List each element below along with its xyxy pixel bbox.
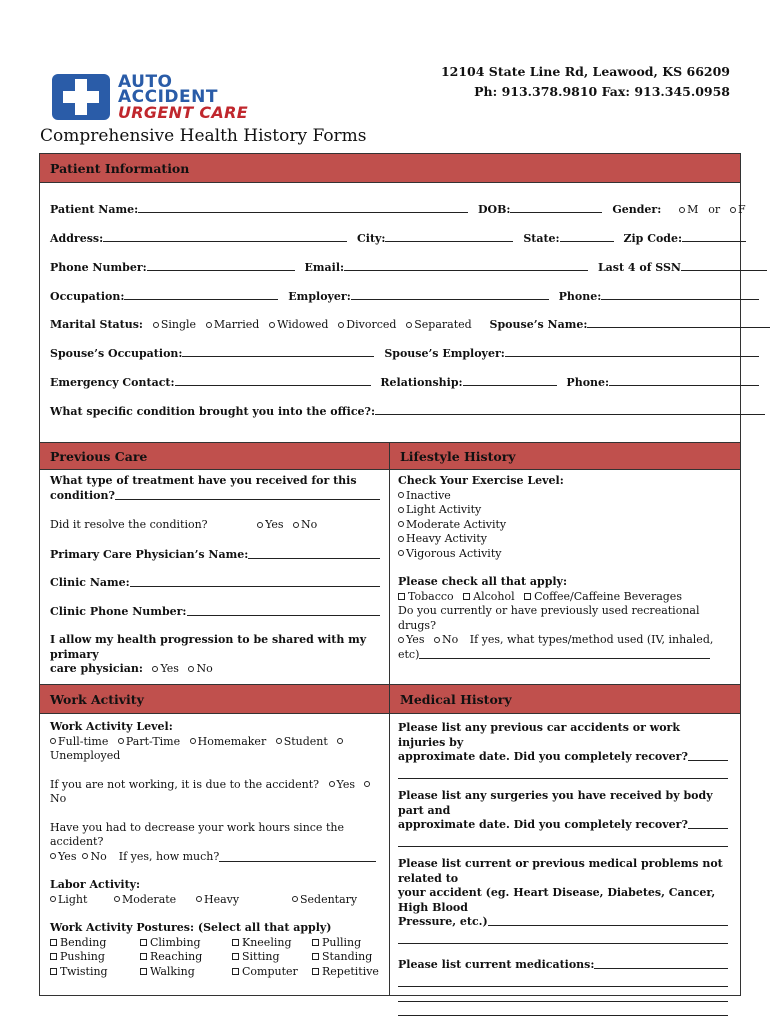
posture-checkbox[interactable] <box>140 939 147 946</box>
dob-field[interactable] <box>510 202 602 213</box>
emergency-label: Emergency Contact: <box>50 376 175 389</box>
ssn-label: Last 4 of SSN <box>597 261 681 274</box>
not-working-no-radio[interactable] <box>364 781 370 787</box>
spouse-occupation-field[interactable] <box>182 346 374 357</box>
phone-label: Phone Number: <box>50 261 147 274</box>
relationship-label: Relationship: <box>380 376 463 389</box>
posture-checkbox[interactable] <box>312 939 319 946</box>
unemployed-radio[interactable] <box>337 738 343 744</box>
posture-label: Climbing <box>150 935 201 949</box>
posture-label: Repetitive <box>322 964 379 978</box>
employer-label: Employer: <box>288 290 351 303</box>
surgeries-question-cont: approximate date. Did you completely recover? <box>398 818 688 831</box>
exercise-light-radio[interactable] <box>398 507 404 513</box>
coffee-checkbox[interactable] <box>524 593 531 600</box>
posture-checkbox[interactable] <box>232 968 239 975</box>
exercise-vigorous-radio[interactable] <box>398 550 404 556</box>
medications-question: Please list current medications: <box>398 958 595 971</box>
treatment-question-cont: condition? <box>50 488 115 502</box>
exercise-inactive-radio[interactable] <box>398 492 404 498</box>
section-header-previous-care: Previous Care <box>39 442 390 470</box>
postures-grid <box>50 936 384 980</box>
labor-heavy-label: Heavy <box>204 892 240 906</box>
treatment-question: What type of treatment have you received for this <box>50 474 357 487</box>
share-consent-label-cont: care physician: <box>50 662 143 675</box>
labor-moderate-radio[interactable] <box>114 896 120 902</box>
accidents-question-cont: approximate date. Did you completely recover? <box>398 750 688 763</box>
resolve-no-radio[interactable] <box>293 522 299 528</box>
occupation-field[interactable] <box>124 289 278 300</box>
decrease-yes-radio[interactable] <box>50 853 56 859</box>
resolve-yes-radio[interactable] <box>257 522 263 528</box>
posture-label: Walking <box>150 964 195 978</box>
posture-checkbox[interactable] <box>50 968 57 975</box>
gender-m-radio[interactable] <box>679 207 685 213</box>
employer-field[interactable] <box>351 289 549 300</box>
address-label: Address: <box>50 232 104 245</box>
pcp-label: Primary Care Physician’s Name: <box>50 547 249 561</box>
drugs-question: Do you currently or have previously used recreational drugs? <box>398 604 700 632</box>
not-working-no-label: No <box>50 792 67 805</box>
posture-label: Bending <box>60 935 107 949</box>
clinic-address <box>441 62 730 102</box>
drugs-followup: If yes, what types/method used (IV, inhaled, <box>469 633 714 646</box>
postures-label: Work Activity Postures: (Select all that apply) <box>50 921 332 934</box>
problems-question-cont: your accident (eg. Heart Disease, Diabetes, Cancer, High Blood <box>398 886 716 914</box>
exercise-moderate-radio[interactable] <box>398 521 404 527</box>
posture-label: Standing <box>322 950 373 963</box>
ssn-field[interactable] <box>681 260 767 271</box>
resolve-no-label: No <box>301 518 318 531</box>
student-label: Student <box>283 734 328 748</box>
posture-label: Sitting <box>242 950 280 963</box>
treatment-field[interactable] <box>115 489 380 500</box>
posture-checkbox[interactable] <box>312 968 319 975</box>
clinic-phone-label: Clinic Phone Number: <box>50 604 187 618</box>
column-divider-lower <box>389 714 390 996</box>
patient-name-row <box>50 202 746 216</box>
patient-name-label: Patient Name: <box>50 203 139 216</box>
single-label: Single <box>160 318 197 331</box>
medications-field-line[interactable] <box>398 1016 728 1024</box>
labor-sedentary-label: Sedentary <box>300 892 358 906</box>
accidents-question: Please list any previous car accidents or work injuries by <box>398 721 680 749</box>
spouse-name-field[interactable] <box>587 317 770 328</box>
widowed-radio[interactable] <box>269 322 275 328</box>
zip-label: Zip Code: <box>623 232 683 245</box>
condition-label: What specific condition brought you into the office?: <box>50 405 376 418</box>
drugs-followup-cont: etc) <box>398 647 420 661</box>
posture-label: Pushing <box>60 950 105 963</box>
pcp-field[interactable] <box>248 548 380 559</box>
occupation-label: Occupation: <box>50 290 125 303</box>
labor-heavy-radio[interactable] <box>196 896 202 902</box>
spouse-employer-field[interactable] <box>505 346 759 357</box>
patient-name-field[interactable] <box>138 202 468 213</box>
drugs-field[interactable] <box>419 648 710 659</box>
alcohol-checkbox[interactable] <box>463 593 470 600</box>
tobacco-checkbox[interactable] <box>398 593 405 600</box>
exercise-heavy-label: Heavy Activity <box>406 532 487 545</box>
separated-label: Separated <box>414 318 472 331</box>
phone-row <box>50 260 770 274</box>
exercise-label: Check Your Exercise Level: <box>398 474 564 487</box>
how-much-field[interactable] <box>219 851 376 862</box>
medications-field-line[interactable] <box>398 987 728 1002</box>
accidents-field-line[interactable] <box>398 765 728 780</box>
posture-label: Twisting <box>60 964 108 978</box>
condition-row <box>50 404 770 418</box>
share-consent-label: I allow my health progression to be shared with my primary <box>50 633 367 661</box>
logo-line3: URGENT CARE <box>118 103 248 122</box>
gender-f-radio[interactable] <box>730 207 736 213</box>
drugs-no-label: No <box>441 633 459 646</box>
condition-field[interactable] <box>375 404 765 415</box>
section-header-medical: Medical History <box>389 684 741 714</box>
clinic-phone-field[interactable] <box>187 605 381 616</box>
surgeries-question: Please list any surgeries you have received by body part and <box>398 789 713 817</box>
married-radio[interactable] <box>206 322 212 328</box>
student-radio[interactable] <box>276 738 282 744</box>
posture-label: Kneeling <box>242 935 292 949</box>
labor-light-radio[interactable] <box>50 896 56 902</box>
posture-checkbox[interactable] <box>50 939 57 946</box>
state-field[interactable] <box>560 231 614 242</box>
decrease-hours-question: Have you had to decrease your work hours since the accident? <box>50 820 344 848</box>
previous-care-block <box>50 474 380 677</box>
marital-label: Marital Status: <box>50 318 143 331</box>
section-header-lifestyle: Lifestyle History <box>389 442 741 470</box>
decrease-yes-label: Yes <box>58 849 77 863</box>
posture-checkbox[interactable] <box>232 953 239 960</box>
relationship-field[interactable] <box>463 375 557 386</box>
posture-checkbox[interactable] <box>312 953 319 960</box>
medications-field-line[interactable] <box>398 973 728 988</box>
address-field[interactable] <box>103 231 347 242</box>
column-divider <box>389 470 390 684</box>
posture-checkbox[interactable] <box>140 968 147 975</box>
employer-phone-label: Phone: <box>558 290 602 303</box>
how-much-label: If yes, how much? <box>118 849 220 863</box>
gender-label: Gender: <box>612 203 662 216</box>
exercise-vigorous-label: Vigorous Activity <box>406 546 502 560</box>
alcohol-label: Alcohol <box>473 589 515 603</box>
work-activity-block <box>50 720 384 979</box>
unemployed-label: Unemployed <box>50 749 121 762</box>
parttime-label: Part-Time <box>125 734 181 748</box>
fulltime-label: Full-time <box>58 734 109 748</box>
labor-activity-label: Labor Activity: <box>50 878 141 891</box>
medical-cross-icon <box>52 74 110 120</box>
exercise-light-label: Light Activity <box>406 503 482 516</box>
divorced-label: Divorced <box>346 318 397 331</box>
drugs-yes-label: Yes <box>406 633 425 646</box>
labor-sedentary-radio[interactable] <box>292 896 298 902</box>
posture-checkbox[interactable] <box>232 939 239 946</box>
state-label: State: <box>523 232 560 245</box>
phone-field[interactable] <box>147 260 295 271</box>
problems-question-end: Pressure, etc.) <box>398 915 488 928</box>
city-label: City: <box>357 232 386 245</box>
emergency-row <box>50 375 765 389</box>
share-yes-radio[interactable] <box>152 666 158 672</box>
posture-checkbox[interactable] <box>140 953 147 960</box>
spouse-name-label: Spouse’s Name: <box>489 318 588 331</box>
medical-history-block <box>398 721 728 1024</box>
fulltime-radio[interactable] <box>50 738 56 744</box>
accidents-field[interactable] <box>688 750 728 761</box>
check-all-label: Please check all that apply: <box>398 575 568 588</box>
phone-fax: Ph: 913.378.9810 Fax: 913.345.0958 <box>474 84 730 99</box>
surgeries-field-line[interactable] <box>398 833 728 848</box>
dob-label: DOB: <box>478 203 511 216</box>
single-radio[interactable] <box>153 322 159 328</box>
medications-field[interactable] <box>594 958 728 969</box>
spouse-row <box>50 346 765 360</box>
posture-label: Reaching <box>150 950 203 963</box>
posture-label: Computer <box>242 964 298 978</box>
logo-line1: AUTO <box>118 72 173 92</box>
zip-field[interactable] <box>682 231 746 242</box>
problems-field-line[interactable] <box>398 930 728 945</box>
not-working-yes-label: Yes <box>336 777 355 791</box>
page-title: Comprehensive Health History Forms <box>40 126 367 146</box>
section-header-work: Work Activity <box>39 684 390 714</box>
share-no-radio[interactable] <box>188 666 194 672</box>
problems-question: Please list current or previous medical problems not related to <box>398 857 723 885</box>
labor-light-label: Light <box>58 892 88 906</box>
coffee-label: Coffee/Caffeine Beverages <box>534 589 682 603</box>
exercise-heavy-radio[interactable] <box>398 536 404 542</box>
drugs-yes-radio[interactable] <box>398 637 404 643</box>
work-level-label: Work Activity Level: <box>50 720 173 733</box>
email-label: Email: <box>304 261 345 274</box>
share-yes-label: Yes <box>160 662 179 675</box>
not-working-yes-radio[interactable] <box>329 781 335 787</box>
decrease-no-radio[interactable] <box>82 853 88 859</box>
separated-radio[interactable] <box>406 322 412 328</box>
spouse-occupation-label: Spouse’s Occupation: <box>50 347 183 360</box>
resolve-label: Did it resolve the condition? <box>50 518 208 531</box>
city-field[interactable] <box>385 231 513 242</box>
not-working-question: If you are not working, it is due to the accident? <box>50 777 320 791</box>
problems-field[interactable] <box>488 915 728 926</box>
resolve-yes-label: Yes <box>265 518 284 531</box>
address-row <box>50 231 752 245</box>
tobacco-label: Tobacco <box>408 589 454 603</box>
clinic-name-field[interactable] <box>130 576 380 587</box>
email-field[interactable] <box>344 260 588 271</box>
gender-or: or <box>708 203 721 216</box>
posture-label: Pulling <box>322 935 362 949</box>
share-no-label: No <box>196 662 213 675</box>
medications-field-line[interactable] <box>398 1002 728 1017</box>
employer-phone-field[interactable] <box>601 289 759 300</box>
clinic-name-label: Clinic Name: <box>50 576 130 589</box>
drugs-no-radio[interactable] <box>434 637 440 643</box>
labor-moderate-label: Moderate <box>122 892 177 906</box>
section-header-patient: Patient Information <box>39 153 741 183</box>
occupation-row <box>50 289 765 303</box>
street-address: 12104 State Line Rd, Leawood, KS 66209 <box>440 64 730 79</box>
marital-row <box>50 317 770 331</box>
spouse-employer-label: Spouse’s Employer: <box>384 347 505 360</box>
homemaker-radio[interactable] <box>190 738 196 744</box>
exercise-moderate-label: Moderate Activity <box>406 517 507 531</box>
homemaker-label: Homemaker <box>197 734 267 748</box>
posture-checkbox[interactable] <box>50 953 57 960</box>
divorced-radio[interactable] <box>338 322 344 328</box>
widowed-label: Widowed <box>277 318 329 331</box>
gender-m-label: M <box>687 203 699 216</box>
logo-line2: ACCIDENT <box>118 87 218 107</box>
gender-f-label: F <box>737 203 746 216</box>
emergency-phone-field[interactable] <box>609 375 759 386</box>
emergency-phone-label: Phone: <box>566 376 610 389</box>
parttime-radio[interactable] <box>118 738 124 744</box>
exercise-inactive-label: Inactive <box>406 488 451 502</box>
logo <box>52 72 292 124</box>
emergency-field[interactable] <box>175 375 371 386</box>
decrease-no-label: No <box>90 849 107 863</box>
surgeries-field[interactable] <box>688 818 728 829</box>
married-label: Married <box>213 318 260 331</box>
lifestyle-block <box>398 474 730 662</box>
